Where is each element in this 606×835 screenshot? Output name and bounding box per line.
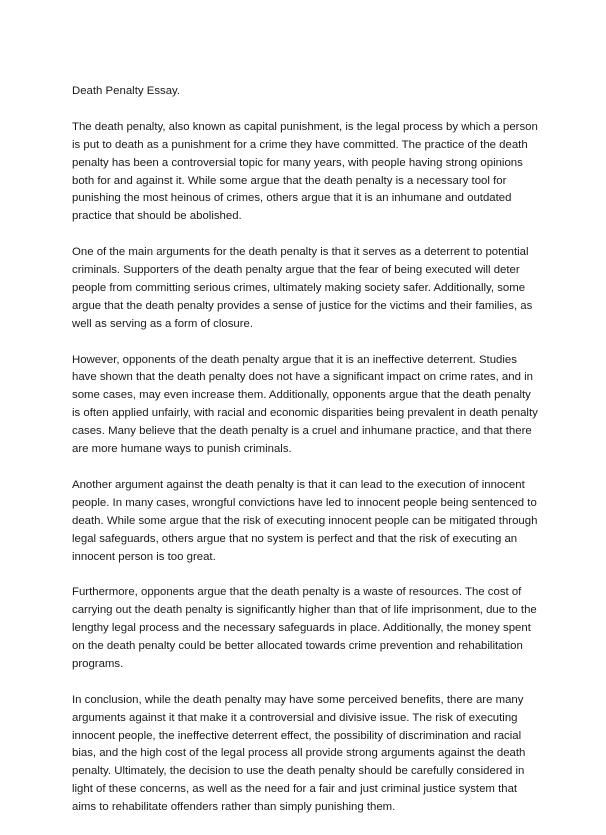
paragraph-introduction: The death penalty, also known as capital punishment, is the legal process by which a person is put to death as a punishment for a crime they have committed. The practice of the death penalty has been a controversial topic for many years, with people having strong opinions both for and against it. While some argue that the death penalty is a necessary tool for punishing the most heinous of crimes, others argue that it is an inhumane and outdated practice that should be abolished. <box>72 120 538 223</box>
paragraph-deterrent-argument: One of the main arguments for the death penalty is that it serves as a deterrent to potential criminals. Supporters of the death penalty argue that the fear of being executed will deter people from committing serious crimes, ultimately making society safer. Additionally, some argue that the death penalty provides a sense of justice for the victims and their families, as well as serving as a form of closure. <box>72 246 533 330</box>
paragraph-resources: Furthermore, opponents argue that the death penalty is a waste of resources. The cost of carrying out the death penalty is significantly higher than that of life imprisonment, due to the lengthy legal process and the necessary safeguards in place. Additionally, the money spent on the death penalty could be better allocated towards crime prevention and rehabilitation programs. <box>72 586 537 670</box>
paragraph-opponents-argument: However, opponents of the death penalty argue that it is an ineffective deterrent. Studies have shown that the death penalty does not have a significant impact on crime rates, and in some cases, may even increase them. Additionally, opponents argue that the death penalty is often applied unfairly, with racial and economic disparities being prevalent in death penalty cases. Many believe that the death penalty is a cruel and inhumane practice, and that there are more humane ways to punish criminals. <box>72 353 538 456</box>
paragraph-innocent-execution: Another argument against the death penalty is that it can lead to the execution of innocent people. In many cases, wrongful convictions have led to innocent people being sentenced to death. While some argue that the risk of executing innocent people can be mitigated through legal safeguards, others argue that no system is perfect and that the risk of executing an innocent person is too great. <box>72 478 538 563</box>
document-body <box>72 83 542 835</box>
paragraph-conclusion: In conclusion, while the death penalty may have some perceived benefits, there are many arguments against it that make it a controversial and divisive issue. The risk of executing innocent people, the ineffective deterrent effect, the possibility of discrimination and racial bias, and the high cost of the legal process all provide strong arguments against the death penalty. Ultimately, the decision to use the death penalty should be carefully considered in light of these concerns, as well as the need for a fair and just criminal justice system that aims to rehabilitate offenders rather than simply punishing them. <box>72 693 526 814</box>
document-title: Death Penalty Essay. <box>72 85 181 97</box>
